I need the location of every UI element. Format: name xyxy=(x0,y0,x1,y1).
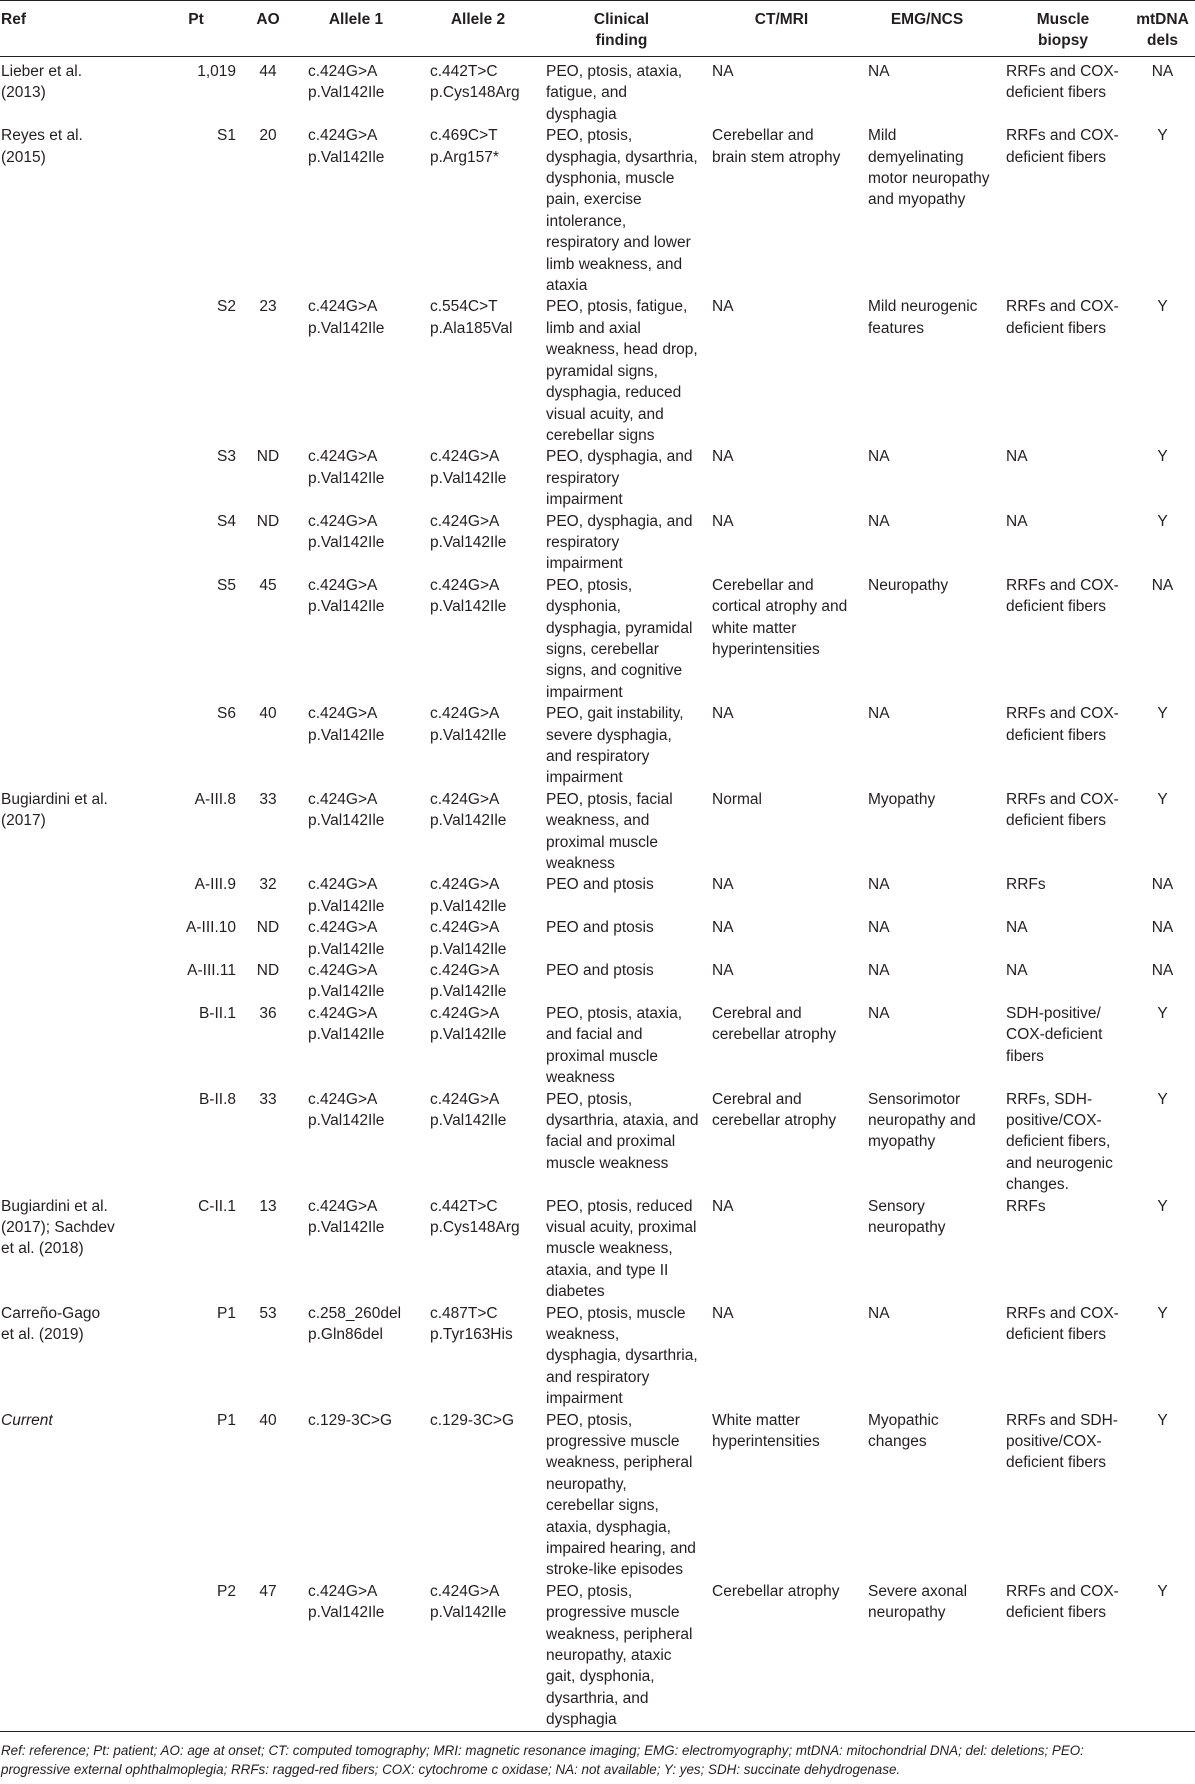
cell-allele-2: c.424G>A p.Val142Ile xyxy=(430,576,507,616)
cell-age-onset: ND xyxy=(256,448,280,466)
cell-emg-ncs: Sensory neuropathy xyxy=(868,1197,946,1236)
cell-allele-1: c.424G>A p.Val142Ile xyxy=(308,705,385,744)
cell-age-onset: ND xyxy=(256,962,280,980)
cell-age-onset: 53 xyxy=(259,1304,277,1322)
cell-mtdna-dels: Y xyxy=(1157,1411,1168,1429)
cell-allele-2: c.442T>C p.Cys148Arg xyxy=(430,1197,520,1236)
header-ao: AO xyxy=(242,1,294,57)
cell-ct-mri: NA xyxy=(712,705,734,723)
cell-allele-2: c.129-3C>G xyxy=(430,1411,515,1429)
table-body xyxy=(0,57,1195,1732)
cell-allele-2: c.424G>A p.Val142Ile xyxy=(430,705,507,744)
cell-clinical-finding: PEO, dysphagia, and respiratory impairment xyxy=(546,448,693,509)
cell-ref: Bugiardini et al. (2017); Sachdev et al. (2018) xyxy=(1,1197,115,1258)
table-row xyxy=(0,1410,1195,1581)
cell-clinical-finding: PEO, ptosis, ataxia, and facial and proximal muscle weakness xyxy=(546,1004,683,1087)
cell-patient: A-III.8 xyxy=(194,790,236,808)
cell-ref xyxy=(0,575,150,703)
cell-allele-2: c.424G>A p.Val142Ile xyxy=(430,1004,507,1044)
cell-muscle-biopsy: RRFs and COX- deficient fibers xyxy=(1006,63,1119,102)
table-row xyxy=(0,125,1195,296)
cell-age-onset: 47 xyxy=(242,1581,294,1731)
table-row xyxy=(0,703,1195,789)
cell-muscle-biopsy: RRFs xyxy=(1006,1197,1046,1215)
cell-allele-1: c.424G>A p.Val142Ile xyxy=(308,962,385,1001)
cell-allele-1: c.424G>A p.Val142Ile xyxy=(308,1004,385,1044)
cell-allele-2: c.487T>C p.Tyr163His xyxy=(430,1304,513,1343)
cell-muscle-biopsy: RRFs, SDH- positive/COX- deficient fibers, and neurogenic changes. xyxy=(1006,1090,1113,1194)
cell-ref xyxy=(0,874,150,917)
cell-allele-1: c.258_260del p.Gln86del xyxy=(308,1304,402,1343)
cell-allele-2: c.424G>A p.Val142Ile xyxy=(430,962,507,1001)
cell-mtdna-dels: Y xyxy=(1157,1304,1168,1322)
cell-age-onset: 32 xyxy=(259,876,277,894)
cell-muscle-biopsy: RRFs and COX- deficient fibers xyxy=(1006,790,1119,830)
cell-ref xyxy=(0,296,150,446)
cell-ct-mri: NA xyxy=(712,876,734,894)
cell-muscle-biopsy: RRFs and COX- deficient fibers xyxy=(1006,705,1119,744)
cell-ref: Bugiardini et al. (2017) xyxy=(1,790,108,830)
table-row xyxy=(0,874,1195,917)
cell-emg-ncs: NA xyxy=(868,1004,890,1022)
cell-patient: B-II.1 xyxy=(198,1004,236,1022)
cell-mtdna-dels: Y xyxy=(1157,1197,1168,1215)
table-row xyxy=(0,1581,1195,1731)
cell-age-onset: 23 xyxy=(259,298,277,316)
cell-emg-ncs: Neuropathy xyxy=(868,576,949,594)
cell-age-onset: ND xyxy=(256,919,280,937)
cell-allele-1: c.424G>A p.Val142Ile xyxy=(308,1197,385,1236)
cell-muscle-biopsy: RRFs and COX- deficient fibers xyxy=(1006,1304,1119,1343)
cell-ref xyxy=(0,960,150,1003)
cell-ct-mri: Cerebellar and cortical atrophy and white matter hyperintensities xyxy=(712,576,848,658)
table-row xyxy=(0,917,1195,960)
cell-ct-mri: NA xyxy=(712,919,734,937)
cell-ct-mri: Cerebellar and brain stem atrophy xyxy=(712,127,841,166)
cell-clinical-finding: PEO, ptosis, reduced visual acuity, proximal muscle weakness, ataxia, and type II diabetes xyxy=(546,1197,697,1301)
cell-ref xyxy=(0,1089,150,1196)
cell-ref xyxy=(0,703,150,789)
cell-ref xyxy=(0,511,150,575)
cell-muscle-biopsy: RRFs and COX- deficient fibers xyxy=(1006,298,1119,337)
cell-mtdna-dels: Y xyxy=(1157,790,1168,808)
cell-clinical-finding: PEO and ptosis xyxy=(546,962,654,980)
cell-age-onset: 33 xyxy=(259,1090,277,1108)
cell-mtdna-dels: Y xyxy=(1157,127,1168,145)
cell-mtdna-dels: NA xyxy=(1151,576,1174,594)
cell-emg-ncs: NA xyxy=(868,705,890,723)
cell-emg-ncs: Mild neurogenic features xyxy=(868,298,978,337)
cell-ct-mri: NA xyxy=(712,512,734,530)
cell-clinical-finding: PEO and ptosis xyxy=(546,919,654,937)
header-mtdna-dels: mtDNA dels xyxy=(1130,1,1195,57)
table-row xyxy=(0,1089,1195,1196)
cell-patient: S6 xyxy=(217,705,236,723)
cell-ct-mri: NA xyxy=(712,1304,734,1322)
header-allele-1: Allele 1 xyxy=(294,1,418,57)
cell-mtdna-dels: NA xyxy=(1151,63,1174,80)
cell-clinical-finding: PEO, ptosis, dysarthria, ataxia, and facial and proximal muscle weakness xyxy=(546,1090,699,1172)
table-footnote: Ref: reference; Pt: patient; AO: age at onset; CT: computed tomography; MRI: magnetic resonance imaging; EMG: electromyography; mtDNA: mitochondrial DNA; del: deletions; PEO: progressive external ophthalmoplegia; RRFs: ragged-red fibers; COX: cytochrome c oxidase; NA: not available; Y: yes; SDH: succinate dehydrogenase. xyxy=(1,1743,1084,1777)
cell-ref: Carreño-Gago et al. (2019) xyxy=(1,1304,101,1343)
cell-allele-2: c.554C>T p.Ala185Val xyxy=(430,298,513,337)
cell-patient: A-III.10 xyxy=(186,919,236,937)
cell-allele-1: c.424G>A p.Val142Ile xyxy=(308,876,385,915)
table-header xyxy=(0,1,1195,57)
table-row xyxy=(0,296,1195,446)
cell-clinical-finding: PEO, ptosis, dysphonia, dysphagia, pyramidal signs, cerebellar signs, and cognitive impairment xyxy=(546,576,693,701)
cell-allele-2: c.424G>A p.Val142Ile xyxy=(430,512,507,551)
cell-clinical-finding: PEO, ptosis, progressive muscle weakness, peripheral neuropathy, cerebellar signs, ataxia, dysphagia, impaired hearing, and stroke-like episodes xyxy=(546,1411,696,1579)
cell-allele-1: c.129-3C>G xyxy=(308,1411,393,1429)
cell-age-onset: 45 xyxy=(259,576,277,594)
cell-muscle-biopsy: RRFs and SDH- positive/COX- deficient fibers xyxy=(1006,1411,1118,1472)
cell-emg-ncs: NA xyxy=(868,919,890,937)
cell-allele-2: c.424G>A p.Val142Ile xyxy=(430,1090,507,1129)
cell-mtdna-dels: Y xyxy=(1157,512,1168,530)
cell-clinical-finding: PEO, ptosis, dysphagia, dysarthria, dysphonia, muscle pain, exercise intolerance, respiratory and lower limb weakness, and ataxia xyxy=(546,127,698,295)
cell-allele-1: c.424G>A p.Val142Ile xyxy=(308,448,385,487)
cell-allele-1: c.424G>A p.Val142Ile xyxy=(308,298,385,337)
cell-mtdna-dels: NA xyxy=(1151,962,1174,980)
table-row xyxy=(0,1003,1195,1089)
cell-muscle-biopsy: NA xyxy=(1006,962,1028,980)
cell-emg-ncs: NA xyxy=(868,962,890,980)
cell-allele-1: c.424G>A p.Val142Ile xyxy=(294,1581,418,1731)
cell-emg-ncs: Myopathy xyxy=(868,790,936,808)
table-row xyxy=(0,1196,1195,1303)
cell-ct-mri: Cerebral and cerebellar atrophy xyxy=(712,1090,837,1129)
table-row xyxy=(0,960,1195,1003)
cell-patient: A-III.11 xyxy=(187,962,236,980)
cell-patient: A-III.9 xyxy=(194,876,236,894)
cell-ct-mri: NA xyxy=(712,63,734,80)
cell-ref xyxy=(0,446,150,510)
cell-clinical-finding: PEO, ptosis, muscle weakness, dysphagia, dysarthria, and respiratory impairment xyxy=(546,1304,698,1408)
cell-patient: S2 xyxy=(217,298,236,316)
cell-age-onset: 20 xyxy=(259,127,277,145)
cell-muscle-biopsy: NA xyxy=(1006,448,1028,466)
cell-age-onset: 13 xyxy=(259,1197,277,1215)
cell-allele-1: c.424G>A p.Val142Ile xyxy=(308,512,385,551)
header-ct-mri: CT/MRI xyxy=(705,1,858,57)
header-clinical-finding: Clinical finding xyxy=(538,1,705,57)
cell-patient: P2 xyxy=(150,1581,242,1731)
cell-ct-mri: NA xyxy=(712,298,734,316)
cell-ref: Reyes et al. (2015) xyxy=(1,127,83,166)
cell-allele-2: c.424G>A p.Val142Ile xyxy=(430,448,507,487)
cell-mtdna-dels: Y xyxy=(1157,1090,1168,1108)
cell-ct-mri: Cerebellar atrophy xyxy=(705,1581,858,1731)
cell-age-onset: 40 xyxy=(259,705,277,723)
cell-patient: 1,019 xyxy=(197,63,236,80)
cell-patient: C-II.1 xyxy=(198,1197,236,1215)
cell-emg-ncs: Mild demyelinating motor neuropathy and myopathy xyxy=(868,127,990,209)
cell-clinical-finding: PEO, ptosis, fatigue, limb and axial weakness, head drop, pyramidal signs, dysphagia, reduced visual acuity, and cerebellar signs xyxy=(546,298,698,444)
cell-allele-1: c.424G>A p.Val142Ile xyxy=(308,1090,385,1129)
cell-ct-mri: NA xyxy=(712,1197,734,1215)
cell-allele-2: c.424G>A p.Val142Ile xyxy=(430,790,507,830)
cell-clinical-finding: PEO and ptosis xyxy=(546,876,654,894)
cell-age-onset: 40 xyxy=(259,1411,277,1429)
cell-emg-ncs: Myopathic changes xyxy=(868,1411,939,1450)
cell-emg-ncs: NA xyxy=(868,448,890,466)
cell-ref xyxy=(0,1581,150,1731)
table-row xyxy=(0,57,1195,126)
cell-clinical-finding: PEO, gait instability, severe dysphagia, and respiratory impairment xyxy=(546,705,684,787)
cell-muscle-biopsy: SDH-positive/ COX-deficient fibers xyxy=(1006,1004,1103,1065)
cell-ref xyxy=(0,917,150,960)
cell-ct-mri: Normal xyxy=(712,790,762,808)
cell-emg-ncs: NA xyxy=(868,63,890,80)
header-allele-2: Allele 2 xyxy=(418,1,538,57)
cell-muscle-biopsy: RRFs xyxy=(1006,876,1046,894)
table-row xyxy=(0,446,1195,510)
cell-ct-mri: White matter hyperintensities xyxy=(712,1411,820,1450)
cell-muscle-biopsy: RRFs and COX- deficient fibers xyxy=(996,1581,1130,1731)
cell-allele-2: c.469C>T p.Arg157* xyxy=(430,127,499,166)
cell-mtdna-dels: Y xyxy=(1157,448,1168,466)
cell-mtdna-dels: NA xyxy=(1151,876,1174,894)
cell-clinical-finding: PEO, ptosis, facial weakness, and proximal muscle weakness xyxy=(546,790,673,873)
cell-ref xyxy=(0,1003,150,1089)
header-muscle-biopsy: Muscle biopsy xyxy=(996,1,1130,57)
cell-muscle-biopsy: NA xyxy=(1006,512,1028,530)
header-ref: Ref xyxy=(0,1,150,57)
cell-muscle-biopsy: NA xyxy=(1006,919,1028,937)
cell-allele-1: c.424G>A p.Val142Ile xyxy=(308,790,385,830)
header-emg-ncs: EMG/NCS xyxy=(858,1,996,57)
cell-muscle-biopsy: RRFs and COX- deficient fibers xyxy=(1006,127,1119,166)
table-row xyxy=(0,789,1195,875)
cell-clinical-finding: PEO, dysphagia, and respiratory impairment xyxy=(546,512,693,573)
cell-allele-2: c.442T>C p.Cys148Arg xyxy=(430,63,520,102)
cell-muscle-biopsy: RRFs and COX- deficient fibers xyxy=(1006,576,1119,616)
cell-clinical-finding: PEO, ptosis, ataxia, fatigue, and dysphagia xyxy=(546,63,683,123)
cell-ref: Lieber et al. (2013) xyxy=(1,63,82,102)
cell-age-onset: 36 xyxy=(259,1004,277,1022)
cell-emg-ncs: NA xyxy=(868,1304,890,1322)
cell-allele-2: c.424G>A p.Val142Ile xyxy=(418,1581,538,1731)
table-row xyxy=(0,511,1195,575)
cell-patient: S1 xyxy=(217,127,236,145)
cell-emg-ncs: NA xyxy=(868,512,890,530)
cell-patient: S4 xyxy=(217,512,236,530)
cell-mtdna-dels: Y xyxy=(1157,705,1168,723)
cell-mtdna-dels: Y xyxy=(1157,1004,1168,1022)
cell-allele-1: c.424G>A p.Val142Ile xyxy=(308,919,385,958)
cell-allele-1: c.424G>A p.Val142Ile xyxy=(308,576,385,616)
cell-allele-2: c.424G>A p.Val142Ile xyxy=(430,919,507,958)
cell-age-onset: 44 xyxy=(259,63,277,80)
cell-emg-ncs: Severe axonal neuropathy xyxy=(858,1581,996,1731)
cell-ct-mri: NA xyxy=(712,448,734,466)
cell-patient: S3 xyxy=(217,448,236,466)
cell-clinical-finding: PEO, ptosis, progressive muscle weakness, peripheral neuropathy, ataxic gait, dysphonia, dysarthria, and dysphagia xyxy=(538,1581,705,1731)
cell-allele-1: c.424G>A p.Val142Ile xyxy=(308,63,385,102)
cell-allele-1: c.424G>A p.Val142Ile xyxy=(308,127,385,166)
header-pt: Pt xyxy=(150,1,242,57)
cell-ref: Current xyxy=(1,1411,53,1429)
cell-patient: S5 xyxy=(217,576,236,594)
cell-ct-mri: Cerebral and cerebellar atrophy xyxy=(712,1004,837,1044)
cell-emg-ncs: Sensorimotor neuropathy and myopathy xyxy=(868,1090,976,1151)
table-row xyxy=(0,575,1195,703)
cell-patient: B-II.8 xyxy=(198,1090,236,1108)
cell-mtdna-dels: Y xyxy=(1157,298,1168,316)
cell-ct-mri: NA xyxy=(712,962,734,980)
cell-mtdna-dels: Y xyxy=(1130,1581,1195,1731)
cell-age-onset: ND xyxy=(256,512,280,530)
cell-age-onset: 33 xyxy=(259,790,277,808)
cell-patient: P1 xyxy=(217,1304,236,1322)
cell-emg-ncs: NA xyxy=(868,876,890,894)
cell-mtdna-dels: NA xyxy=(1151,919,1174,937)
table-row xyxy=(0,1303,1195,1410)
cell-allele-2: c.424G>A p.Val142Ile xyxy=(430,876,507,915)
cell-patient: P1 xyxy=(217,1411,236,1429)
